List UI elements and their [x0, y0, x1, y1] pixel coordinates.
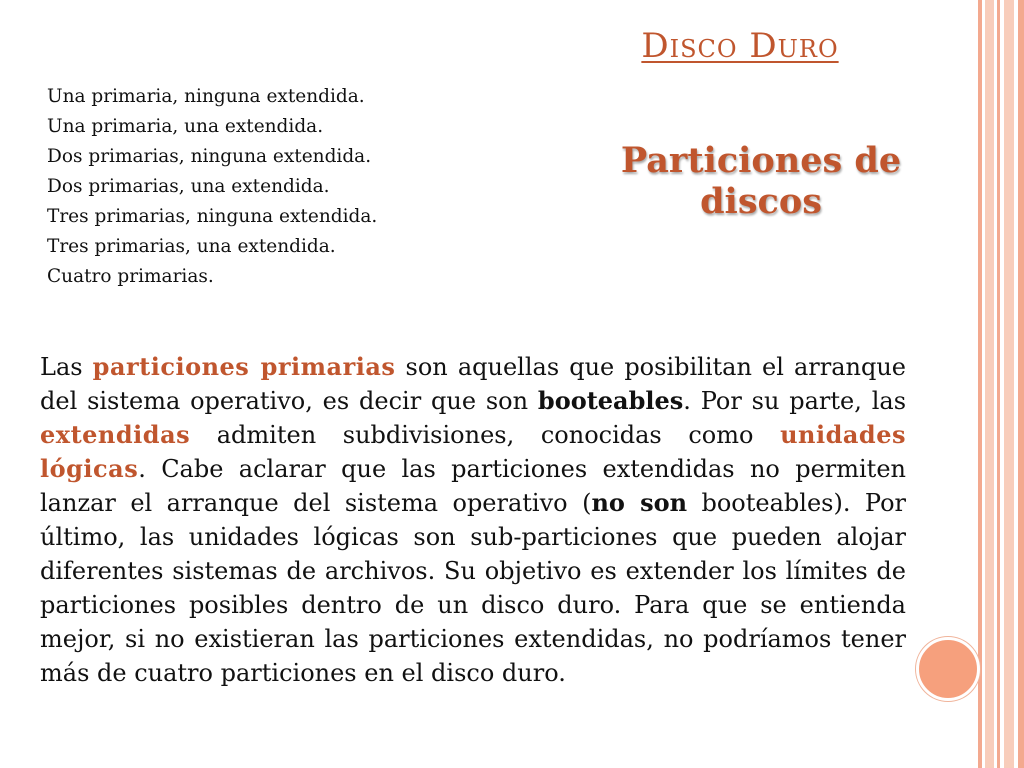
text-run: Las [40, 353, 93, 381]
body-paragraph [40, 350, 906, 690]
text-run: booteables). Por último, las unidades lógicas son sub-particiones que pueden alojar diferentes sistemas de archivos. Su objetivo es extender los límites de particiones posibles dentro de un disco duro. Para que se entienda mejor, si no existieran las particiones extendidas, no podríamos tener más de cuatro particiones en el disco duro. [40, 489, 907, 687]
list-item: Una primaria, una extendida. [47, 116, 324, 137]
bold-booteables: booteables [537, 386, 684, 415]
highlight-extended: extendidas [40, 420, 191, 449]
highlight-logical-units: unidades lógicas [40, 420, 906, 483]
decorative-stripes [978, 0, 1024, 768]
list-item: Tres primarias, una extendida. [47, 236, 336, 257]
decorative-circle [916, 637, 980, 701]
text-run: son aquellas que posibilitan el arranque del sistema operativo, es decir que son [40, 353, 906, 415]
text-run: . Por su parte, las [683, 387, 907, 415]
list-item: Tres primarias, ninguna extendida. [47, 206, 378, 227]
list-item: Cuatro primarias. [47, 266, 214, 287]
sub-heading: Particiones de discos [620, 140, 902, 222]
list-item: Dos primarias, una extendida. [47, 176, 330, 197]
text-run: . Cabe aclarar que las particiones extendidas no permiten lanzar el arranque del sistema operativo ( [40, 455, 906, 517]
partition-options-list [47, 82, 567, 292]
bold-no-son: no son [591, 488, 688, 517]
text-run: admiten subdivisiones, conocidas como [190, 421, 781, 449]
highlight-primary-partitions: particiones primarias [92, 352, 396, 381]
list-item: Una primaria, ninguna extendida. [47, 86, 365, 107]
slide-title: Disco Duro [641, 26, 839, 66]
list-item: Dos primarias, ninguna extendida. [47, 146, 372, 167]
